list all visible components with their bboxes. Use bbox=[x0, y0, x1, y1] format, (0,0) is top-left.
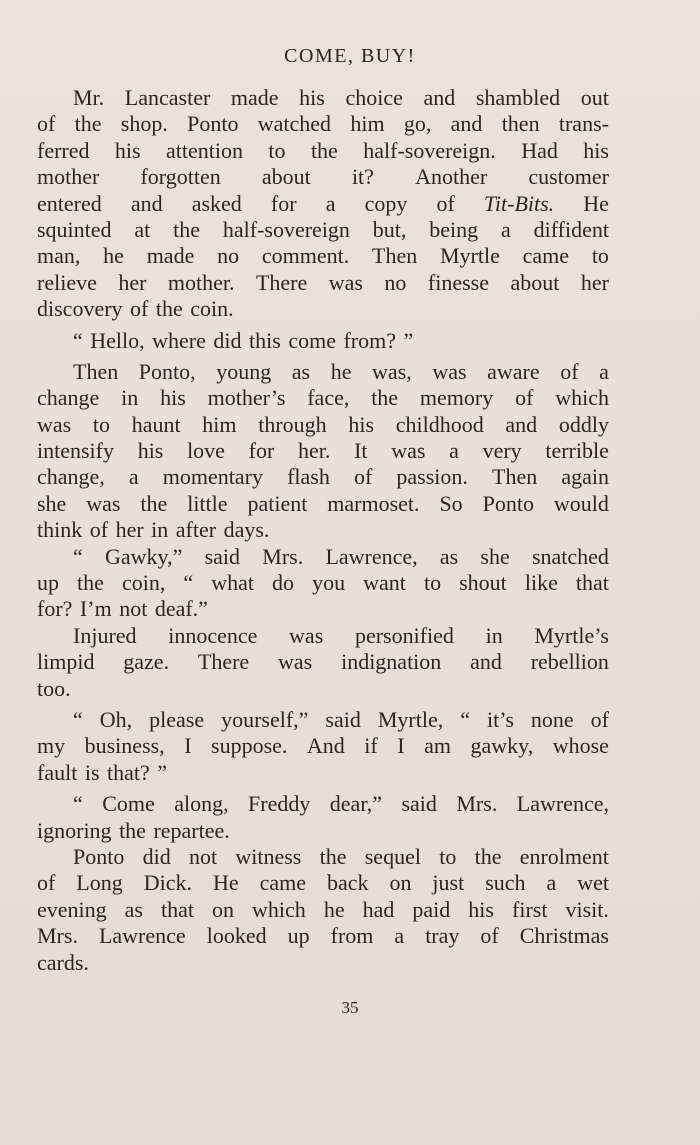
text-line: of the shop. Ponto watched him go, and then trans- bbox=[37, 111, 609, 137]
text-line: fault is that? ” bbox=[37, 759, 168, 785]
text-line: she was the little patient marmoset. So Ponto would bbox=[37, 490, 609, 516]
text-line: think of her in after days. bbox=[37, 517, 270, 543]
text-line: Ponto did not witness the sequel to the enrolment bbox=[73, 843, 609, 869]
text-line: evening as that on which he had paid his first visit. bbox=[37, 896, 609, 922]
text-line: for? I’m not deaf.” bbox=[37, 596, 208, 622]
page-number: 35 bbox=[341, 998, 359, 1017]
text-line: change in his mother’s face, the memory of which bbox=[37, 385, 609, 411]
text-line: Injured innocence was personified in Myrtle’s bbox=[73, 622, 609, 648]
text-line: squinted at the half-sovereign but, being a diffident bbox=[37, 216, 609, 242]
text-line: of Long Dick. He came back on just such a wet bbox=[37, 870, 609, 896]
body-text bbox=[37, 85, 609, 976]
text-line: ferred his attention to the half-sovereign. Had his bbox=[37, 137, 609, 163]
text-line: Then Ponto, young as he was, was aware of a bbox=[73, 358, 609, 384]
text-line: Mr. Lancaster made his choice and shambled out bbox=[73, 85, 609, 110]
text-line: change, a momentary flash of passion. Then again bbox=[37, 464, 609, 490]
text-line: relieve her mother. There was no finesse about her bbox=[37, 269, 609, 295]
text-line: entered and asked for a copy of Tit-Bits. He bbox=[37, 190, 609, 216]
text-line: man, he made no comment. Then Myrtle came to bbox=[37, 243, 609, 269]
text-line: intensify his love for her. It was a very terrible bbox=[37, 438, 609, 464]
text-line: too. bbox=[37, 675, 71, 701]
text-line: “ Come along, Freddy dear,” said Mrs. Lawrence, bbox=[73, 791, 609, 817]
text-line: cards. bbox=[37, 949, 89, 975]
text-line: mother forgotten about it? Another customer bbox=[37, 164, 609, 190]
text-line: up the coin, “ what do you want to shout like that bbox=[37, 570, 609, 596]
text-line: “ Oh, please yourself,” said Myrtle, “ it’s none of bbox=[73, 706, 609, 732]
text-line: my business, I suppose. And if I am gawky, whose bbox=[37, 733, 609, 759]
text-line: discovery of the coin. bbox=[37, 296, 234, 322]
running-head: COME, BUY! bbox=[284, 45, 416, 67]
text-line: limpid gaze. There was indignation and rebellion bbox=[37, 649, 609, 675]
text-line: “ Hello, where did this come from? ” bbox=[73, 327, 414, 353]
text-line: ignoring the repartee. bbox=[37, 817, 230, 843]
text-line: was to haunt him through his childhood and oddly bbox=[37, 411, 609, 437]
text-line: Mrs. Lawrence looked up from a tray of Christmas bbox=[37, 923, 609, 949]
text-line: “ Gawky,” said Mrs. Lawrence, as she snatched bbox=[73, 543, 609, 569]
